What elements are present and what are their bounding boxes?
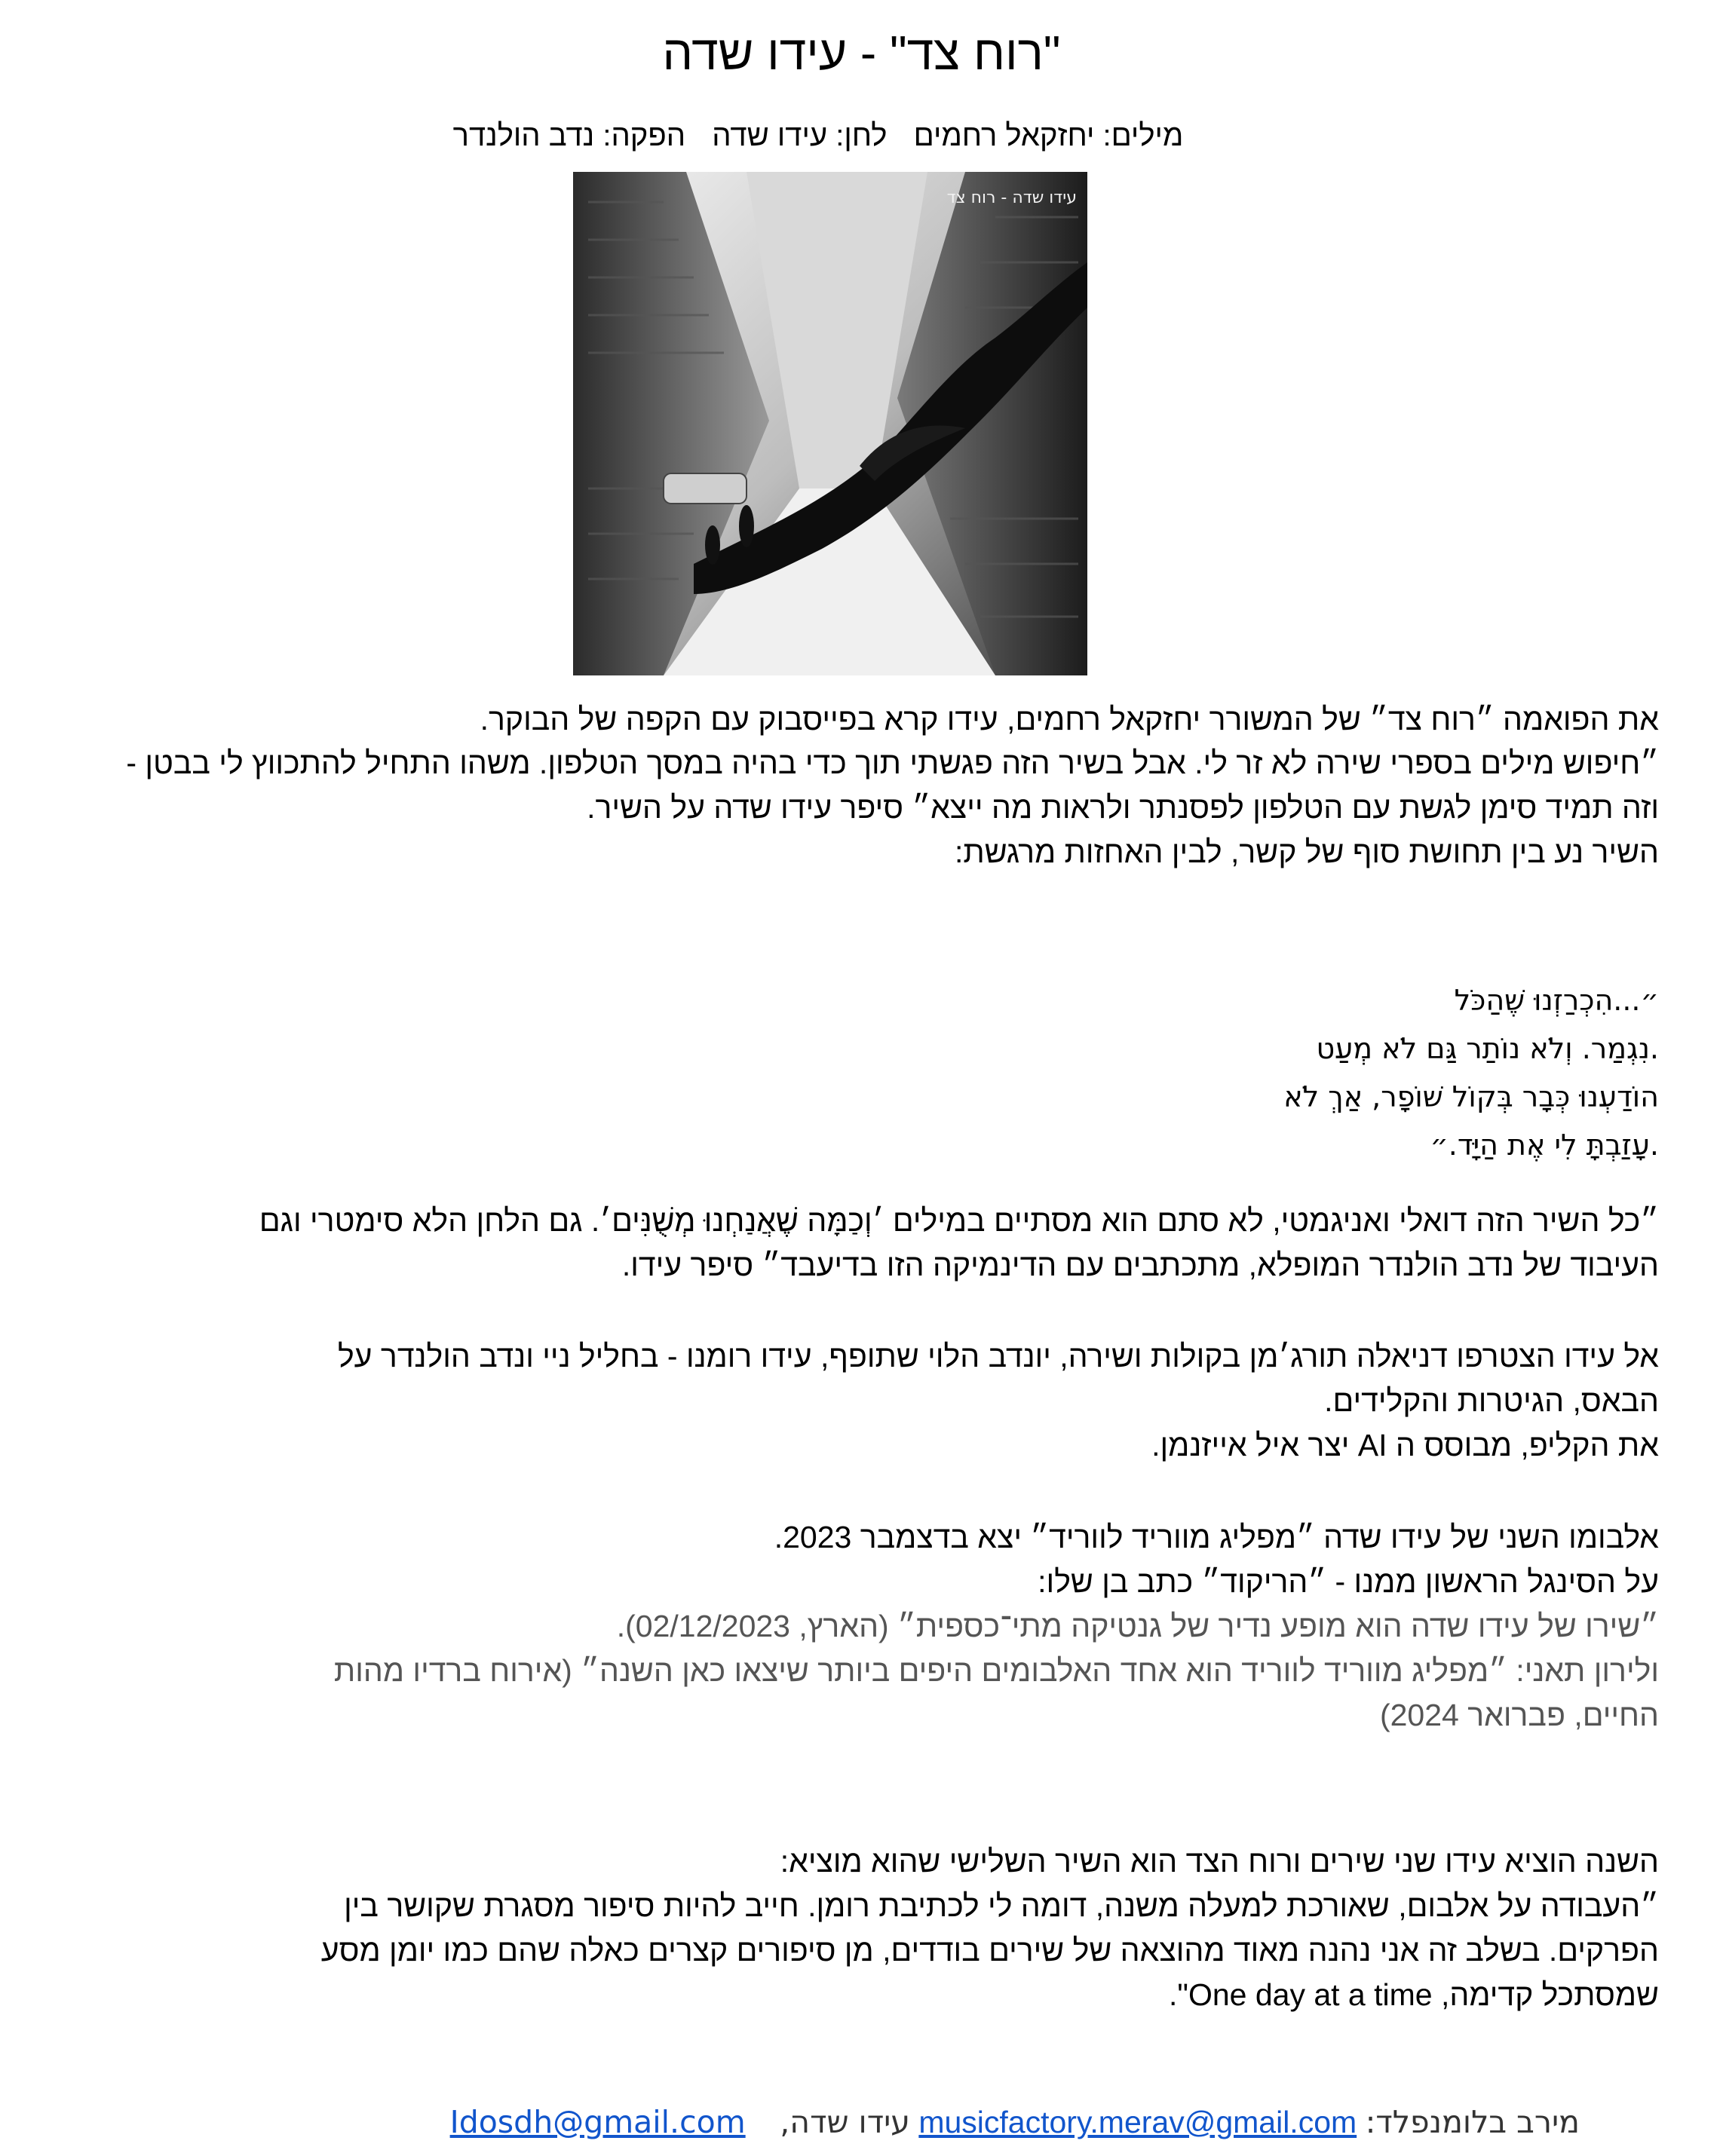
album-line: על הסינגל הראשון ממנו - ״הריקוד״ כתב בן שלו:	[1038, 1564, 1659, 1599]
this-year-line: הפרקים. בשלב זה אני נהנה מאוד מהוצאה של שירים בודדים, מן סיפורים קצרים כאלה שהם כמו יומן מסע	[320, 1933, 1659, 1968]
album-cover-image	[573, 172, 1087, 675]
this-year-line: ״העבודה על אלבום, שאורכת למעלה משנה, דומה לי לכתיבת רומן. חייב להיות סיפור מסגרת שקושר בין	[344, 1888, 1659, 1923]
this-year-line: השנה הוציא עידו שני שירים ורוח הצד הוא השיר השלישי שהוא מוציא:	[780, 1844, 1659, 1879]
quote-line: וזה תמיד סימן לגשת עם הטלפון לפסנתר ולראות מה ייצא״ סיפר עידו שדה על השיר.	[587, 790, 1659, 825]
quote-paragraph	[8, 741, 1659, 874]
poem-line: .עָזַבְתָּ לִי אֶת הַיָּד.״	[1430, 1129, 1659, 1162]
contact-name: עידו שדה,	[780, 2104, 910, 2140]
song-credits	[407, 112, 1229, 160]
contact-footer	[450, 2099, 1580, 2145]
review-quote: החיים, פברואר 2024)	[1379, 1698, 1659, 1732]
musicians-line: את הקליפ, מבוסס ה AI יצר איל אייזנמן.	[1151, 1428, 1659, 1462]
musicians-paragraph	[0, 1334, 1659, 1468]
song-title: "רוח צד" - עידו שדה	[662, 26, 1061, 80]
musicians-line: אל עידו הצטרפו דניאלה תורג׳מן בקולות ושירה, יונדב הלוי שתופף, עידו רומנו - בחליל ניי ונדב הולנדר על	[337, 1339, 1659, 1374]
this-year-paragraph	[0, 1839, 1659, 2017]
poem-line: ״...הִכְרַזְנוּ שֶׁהַכֹּל	[1454, 984, 1659, 1017]
musicians-line: הבאס, הגיטרות והקלידים.	[1324, 1383, 1659, 1418]
intro-line: את הפואמה ״רוח צד״ של המשורר יחזקאל רחמים, עידו קרא בפייסבוק עם הקפה של הבוקר.	[480, 702, 1659, 737]
music-credit: לחן: עידו שדה	[712, 119, 888, 152]
dual-line: ״כל השיר הזה דואלי ואניגמטי, לא סתם הוא מסתיים במילים ׳וְכַמָּה שֶׁאֲנַחְנוּ מְשֻׁנִּים׳. גם הלחן הלא סימטרי וגם	[259, 1203, 1659, 1238]
lyrics-credit: מילים: יחזקאל רחמים	[913, 119, 1184, 152]
production-credit: הפקה: נדב הולנדר	[452, 119, 686, 152]
dual-paragraph	[0, 1199, 1659, 1288]
album-line: אלבומו השני של עידו שדה ״מפליג מווריד לווריד״ יצא בדצמבר 2023.	[774, 1520, 1659, 1554]
cover-photo-illustration	[573, 172, 1087, 675]
this-year-line: שמסתכל קדימה, One day at a time".	[1169, 1977, 1659, 2012]
quote-line: השיר נע בין תחושת סוף של קשר, לבין האחזות מרגשת:	[954, 835, 1659, 869]
contact-email-link[interactable]: Idosdh@gmail.com	[449, 2104, 746, 2140]
review-quote: ״שירו של עידו שדה הוא מופע נדיר של גנטיקה מתי־כספית״ (הארץ, 02/12/2023).	[616, 1609, 1659, 1643]
intro-paragraph	[0, 697, 1659, 742]
contact-name: מירב בלומנפלד:	[1365, 2104, 1580, 2140]
album-paragraph	[0, 1515, 1659, 1738]
poem-line: הוֹדַעְנוּ כְּבָר בְּקוֹל שׁוֹפָר, אַךְ לֹא	[1283, 1080, 1659, 1113]
contact-email-link[interactable]: musicfactory.merav@gmail.com	[918, 2105, 1357, 2139]
review-quote: ולירון תאני: ״מפליג מווריד לווריד הוא אחד האלבומים היפים ביותר שיצאו כאן השנה״ (אירוח ברדיו מהות	[333, 1653, 1659, 1688]
quote-line: ״חיפוש מילים בספרי שירה לא זר לי. אבל בשיר הזה פגשתי תוך כדי בהיה במסך הטלפון. משהו התחיל להתכווץ לי בבטן -	[126, 746, 1659, 780]
dual-line: העיבוד של נדב הולנדר המופלא, מתכתבים עם הדינמיקה הזו בדיעבד״ סיפר עידו.	[621, 1248, 1659, 1282]
cover-caption: עידו שדה - רוח צד	[946, 188, 1077, 207]
poem-excerpt	[980, 976, 1659, 1169]
poem-line: .נִגְמַר. וְלֹא נוֹתַר גַּם לֹא מְעַט	[1316, 1032, 1659, 1065]
